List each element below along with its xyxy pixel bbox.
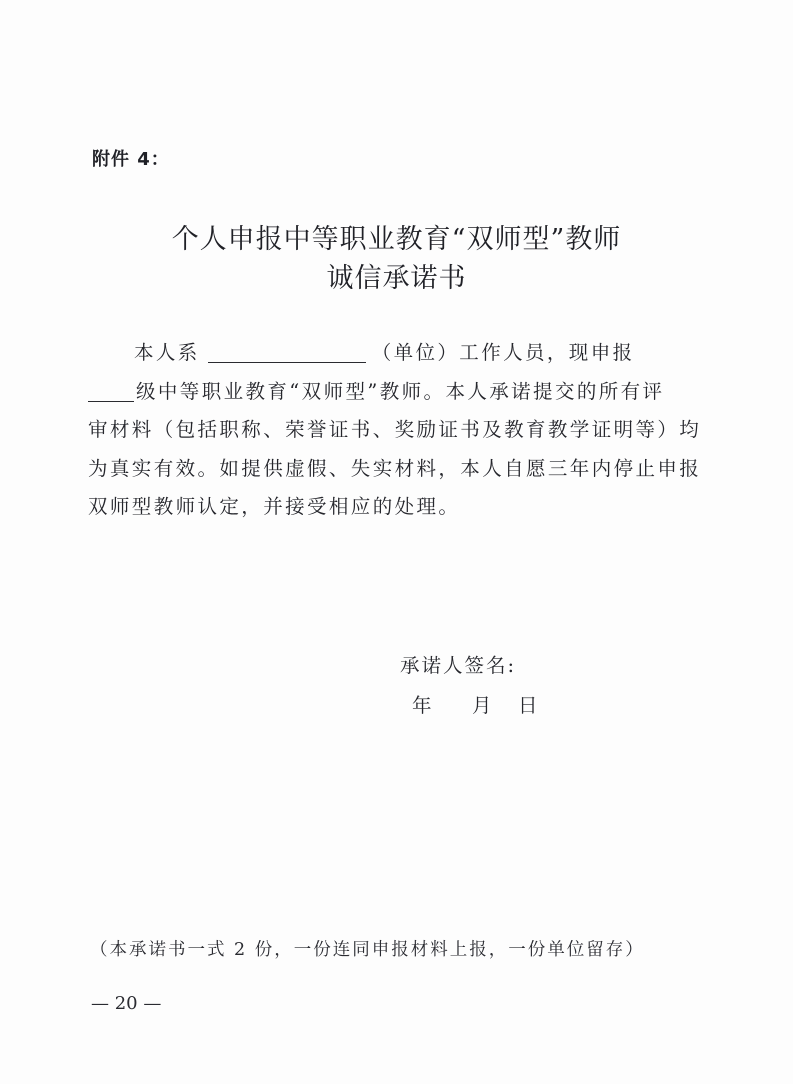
date-month-label: 月 <box>472 694 492 717</box>
date-day-label: 日 <box>518 694 538 717</box>
copies-footnote: （本承诺书一式 2 份，一份连同申报材料上报，一份单位留存） <box>90 940 645 960</box>
pledge-line-5: 双师型教师认定，并接受相应的处理。 <box>88 495 461 518</box>
pledge-line-1 <box>88 334 708 373</box>
pledge-paragraph <box>88 334 708 527</box>
attachment-label: 附件 4： <box>92 149 170 170</box>
pledge-line-2-text: 级中等职业教育“双师型”教师。本人承诺提交的所有评 <box>136 379 665 403</box>
document-title-line-1: 个人申报中等职业教育“双师型”教师 <box>171 224 622 255</box>
page-number: — 20 — <box>91 993 162 1014</box>
date-year-label: 年 <box>412 694 432 717</box>
date-row <box>412 690 538 718</box>
pledge-line-4: 为真实有效。如提供虚假、失实材料，本人自愿三年内停止申报 <box>88 456 702 480</box>
pledge-line-1-prefix: 本人系 <box>134 341 200 364</box>
pledge-line-3: 审材料（包括职称、荣誉证书、奖励证书及教育教学证明等）均 <box>88 418 702 441</box>
pledge-line-1-suffix: （单位）工作人员，现申报 <box>371 341 635 364</box>
unit-blank-field[interactable] <box>208 338 366 363</box>
signature-label: 承诺人签名: <box>400 654 517 677</box>
level-blank-field[interactable] <box>88 377 134 402</box>
document-title-line-2: 诚信承诺书 <box>326 263 467 294</box>
pledge-line-2 <box>88 373 708 412</box>
